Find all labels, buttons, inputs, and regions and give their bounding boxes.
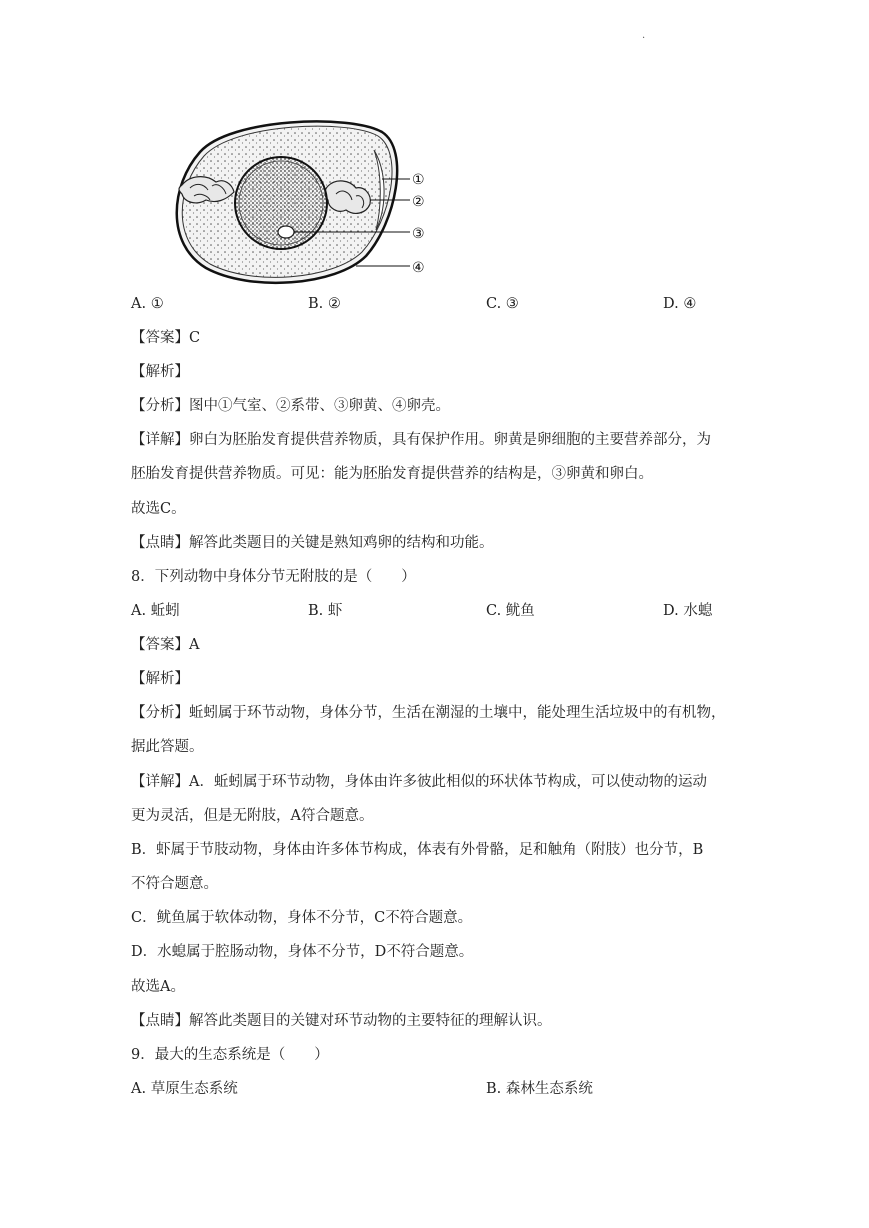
q8-option-b-analysis-2: 不符合题意。 bbox=[131, 876, 218, 892]
q8-answer: 【答案】A bbox=[131, 637, 200, 653]
q8-dianjing: 【点睛】解答此类题目的关键对环节动物的主要特征的理解认识。 bbox=[131, 1013, 552, 1029]
q9-option-b: B. 森林生态系统 bbox=[486, 1081, 593, 1097]
q8-option-c-analysis: C．鱿鱼属于软体动物，身体不分节，C不符合题意。 bbox=[131, 910, 473, 926]
egg-diagram bbox=[160, 110, 450, 290]
label-4: ④ bbox=[412, 260, 425, 276]
q8-xiangjie-1: 【详解】A．蚯蚓属于环节动物，身体由许多彼此相似的环状体节构成，可以使动物的运动 bbox=[131, 774, 707, 790]
q8-option-d-analysis: D．水螅属于腔肠动物，身体不分节，D不符合题意。 bbox=[131, 944, 474, 960]
q8-xiangjie-2: 更为灵活，但是无附肢，A符合题意。 bbox=[131, 808, 374, 824]
header-mark: . bbox=[642, 30, 646, 41]
q8-jiexi: 【解析】 bbox=[131, 671, 189, 687]
q7-answer: 【答案】C bbox=[131, 330, 201, 346]
label-3: ③ bbox=[412, 226, 425, 242]
label-1: ① bbox=[412, 172, 425, 188]
q8-option-b: B. 虾 bbox=[308, 603, 343, 619]
q9-option-a: A. 草原生态系统 bbox=[131, 1081, 238, 1097]
q8-fenxi-1: 【分析】蚯蚓属于环节动物，身体分节，生活在潮湿的土壤中，能处理生活垃圾中的有机物， bbox=[131, 705, 726, 721]
q7-option-a: A. ① bbox=[131, 296, 164, 312]
q8-fenxi-2: 据此答题。 bbox=[131, 739, 204, 755]
q8-option-c: C. 鱿鱼 bbox=[486, 603, 535, 619]
q8-option-a: A. 蚯蚓 bbox=[131, 603, 180, 619]
q8-guxuan: 故选A。 bbox=[131, 979, 185, 995]
label-2: ② bbox=[412, 194, 425, 210]
q8-stem: 8．下列动物中身体分节无附肢的是（ ） bbox=[131, 569, 416, 585]
q7-jiexi: 【解析】 bbox=[131, 364, 189, 380]
q7-xiangjie-1: 【详解】卵白为胚胎发育提供营养物质，具有保护作用。卵黄是卵细胞的主要营养部分，为 bbox=[131, 432, 711, 448]
q7-fenxi: 【分析】图中①气室、②系带、③卵黄、④卵壳。 bbox=[131, 398, 450, 414]
q9-stem: 9．最大的生态系统是（ ） bbox=[131, 1047, 329, 1063]
q7-guxuan: 故选C。 bbox=[131, 501, 186, 517]
q8-option-d: D. 水螅 bbox=[663, 603, 713, 619]
q7-option-d: D. ④ bbox=[663, 296, 697, 312]
q7-dianjing: 【点睛】解答此类题目的关键是熟知鸡卵的结构和功能。 bbox=[131, 535, 494, 551]
q7-option-c: C. ③ bbox=[486, 296, 519, 312]
q7-xiangjie-2: 胚胎发育提供营养物质。可见：能为胚胎发育提供营养的结构是，③卵黄和卵白。 bbox=[131, 466, 653, 482]
germinal-disc bbox=[278, 226, 294, 238]
q7-option-b: B. ② bbox=[308, 296, 341, 312]
egg-structure-figure bbox=[160, 110, 450, 290]
q8-option-b-analysis-1: B．虾属于节肢动物，身体由许多体节构成，体表有外骨骼，足和触角（附肢）也分节，B bbox=[131, 842, 704, 858]
